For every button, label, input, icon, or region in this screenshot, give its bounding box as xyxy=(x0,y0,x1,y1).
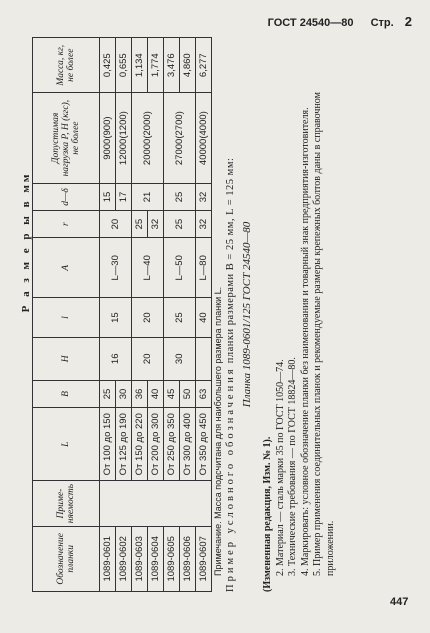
cell-designation: 1089-0607 xyxy=(196,526,212,591)
mass-note: Примечание. Масса подсчитана для наибольшего размера планки L. xyxy=(213,286,223,576)
cell-designation: 1089-0602 xyxy=(116,526,132,591)
cell-r: 25 xyxy=(164,211,196,238)
cell-A: L—40 xyxy=(132,238,164,298)
cell-d: 15 xyxy=(100,183,116,210)
cell-B: 36 xyxy=(132,380,148,407)
cell-H: 20 xyxy=(132,337,164,380)
cell-designation: 1089-0601 xyxy=(100,526,116,591)
cell-load: 12000(1200) xyxy=(116,93,132,183)
col-load: Допустимая нагрузка P, H (кгс), не более xyxy=(33,93,100,183)
cell-L: От 200 до 300 xyxy=(148,408,164,481)
cell-d: 25 xyxy=(164,183,196,210)
note-5: 5. Пример применения соединительных планок и рекомендуемые размеры крепежных болтов даны в справочном приложении. xyxy=(312,92,336,576)
note-3: 3. Технические требования — по ГОСТ 18824—80. xyxy=(287,357,298,576)
cell-l: 20 xyxy=(132,298,164,337)
col-applicability: Приме-няемость xyxy=(33,481,100,526)
cell-mass: 6,277 xyxy=(196,38,212,93)
cell-H: 30 xyxy=(164,337,196,380)
cell-mass: 1,134 xyxy=(132,38,148,93)
sizes-title: Р а з м е р ы в мм xyxy=(20,171,32,313)
cell-r: 32 xyxy=(148,211,164,238)
cell-load: 27000(2700) xyxy=(164,93,196,183)
col-d: d—δ xyxy=(33,183,100,210)
cell-mass: 3,476 xyxy=(164,38,180,93)
cell-designation: 1089-0605 xyxy=(164,526,180,591)
cell-B: 50 xyxy=(180,380,196,407)
cell-d: 32 xyxy=(196,183,212,210)
cell-l: 40 xyxy=(196,298,212,337)
cell-load: 9000(900) xyxy=(100,93,116,183)
cell-designation: 1089-0603 xyxy=(132,526,148,591)
note-4: 4. Маркировать: условное обозначение планки без наименования и товарный знак предприятия-изготовителя. xyxy=(299,107,311,576)
cell-A: L—30 xyxy=(100,238,132,298)
cell-H: 16 xyxy=(100,337,132,380)
cell-B: 40 xyxy=(148,380,164,407)
cell-L: От 100 до 150 xyxy=(100,408,116,481)
cell-B: 25 xyxy=(100,380,116,407)
cell-load: 20000(2000) xyxy=(132,93,164,183)
cell-L: От 150 до 220 xyxy=(132,408,148,481)
table-header-row xyxy=(33,38,100,592)
page-number-top: 2 xyxy=(404,14,412,29)
note-2: 2. Материал — сталь марки 35 по ГОСТ 1050—74. xyxy=(274,359,286,576)
col-H: H xyxy=(33,337,100,380)
table-row xyxy=(100,38,116,592)
col-L: L xyxy=(33,408,100,481)
col-r: r xyxy=(33,211,100,238)
example-lead: Пример условного обозначения xyxy=(225,366,236,592)
cell-l: 25 xyxy=(164,298,196,337)
cell-mass: 0,655 xyxy=(116,38,132,93)
page-header xyxy=(268,14,412,29)
rotated-content xyxy=(12,32,412,592)
notes-block xyxy=(262,37,337,592)
cell-r: 32 xyxy=(196,211,212,238)
example-line xyxy=(225,37,236,592)
cell-applicability xyxy=(100,481,212,526)
cell-load: 40000(4000) xyxy=(196,93,212,183)
example-designation: Планка 1089-0601/125 ГОСТ 24540—80 xyxy=(241,221,253,408)
cell-B: 30 xyxy=(116,380,132,407)
cell-designation: 1089-0604 xyxy=(148,526,164,591)
col-B: B xyxy=(33,380,100,407)
col-l: l xyxy=(33,298,100,337)
col-designation: Обозначение планки xyxy=(33,526,100,591)
cell-mass: 4,860 xyxy=(180,38,196,93)
cell-r: 20 xyxy=(100,211,132,238)
page-number-bottom: 447 xyxy=(390,596,409,608)
cell-d: 21 xyxy=(132,183,164,210)
standard-number: ГОСТ 24540—80 xyxy=(267,17,354,29)
cell-d: 17 xyxy=(116,183,132,210)
cell-A: L—80 xyxy=(196,238,212,298)
spec-table xyxy=(32,37,212,592)
col-mass: Масса, кг, не более xyxy=(33,38,100,93)
cell-r: 25 xyxy=(132,211,148,238)
page-label: Стр. xyxy=(370,17,394,29)
col-A: A xyxy=(33,238,100,298)
cell-L: От 350 до 450 xyxy=(196,408,212,481)
cell-B: 45 xyxy=(164,380,180,407)
amendment-note: (Измененная редакция, Изм. № 1). xyxy=(262,436,273,592)
cell-L: От 300 до 400 xyxy=(180,408,196,481)
cell-A: L—50 xyxy=(164,238,196,298)
cell-L: От 125 до 190 xyxy=(116,408,132,481)
cell-designation: 1089-0606 xyxy=(180,526,196,591)
example-rest: планки размерами B = 25 мм, L = 125 мм: xyxy=(225,157,236,364)
cell-L: От 250 до 350 xyxy=(164,408,180,481)
cell-H xyxy=(196,337,212,380)
cell-l: 15 xyxy=(100,298,132,337)
cell-mass: 1,774 xyxy=(148,38,164,93)
cell-B: 63 xyxy=(196,380,212,407)
cell-mass: 0,425 xyxy=(100,38,116,93)
